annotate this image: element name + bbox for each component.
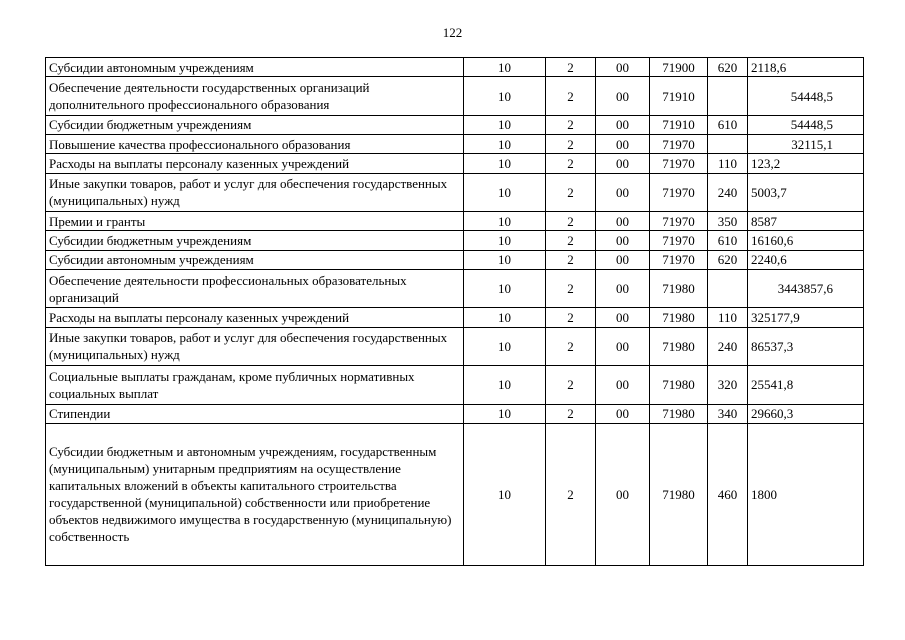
subsection-code-cell: 2: [546, 58, 596, 77]
target-article-cell: 71910: [650, 115, 708, 134]
table-row: [46, 366, 864, 405]
expense-type-cell: 110: [708, 308, 748, 327]
expense-type-cell: 350: [708, 212, 748, 231]
row-name-cell: Расходы на выплаты персоналу казенных учреждений: [46, 308, 464, 327]
section-code-cell: 10: [464, 269, 546, 308]
amount-cell: 86537,3: [748, 327, 864, 366]
amount-cell: 3443857,6: [748, 269, 864, 308]
program-code-cell: 00: [596, 366, 650, 405]
table-row: [46, 173, 864, 212]
section-code-cell: 10: [464, 327, 546, 366]
target-article-cell: 71910: [650, 77, 708, 116]
expense-type-cell: 460: [708, 423, 748, 565]
expense-type-cell: [708, 269, 748, 308]
expense-type-cell: 240: [708, 173, 748, 212]
target-article-cell: 71980: [650, 404, 708, 423]
section-code-cell: 10: [464, 250, 546, 269]
row-name-cell: Субсидии бюджетным учреждениям: [46, 115, 464, 134]
target-article-cell: 71970: [650, 173, 708, 212]
amount-cell: 54448,5: [748, 115, 864, 134]
section-code-cell: 10: [464, 154, 546, 173]
section-code-cell: 10: [464, 115, 546, 134]
program-code-cell: 00: [596, 115, 650, 134]
expense-type-cell: 610: [708, 115, 748, 134]
table-row: [46, 250, 864, 269]
table-row: [46, 77, 864, 116]
expense-type-cell: 620: [708, 250, 748, 269]
expense-type-cell: [708, 77, 748, 116]
row-name-cell: Премии и гранты: [46, 212, 464, 231]
subsection-code-cell: 2: [546, 404, 596, 423]
target-article-cell: 71980: [650, 327, 708, 366]
amount-cell: 25541,8: [748, 366, 864, 405]
amount-cell: 5003,7: [748, 173, 864, 212]
target-article-cell: 71970: [650, 135, 708, 154]
row-name-cell: Повышение качества профессионального образования: [46, 135, 464, 154]
expense-type-cell: 340: [708, 404, 748, 423]
table-row: [46, 58, 864, 77]
target-article-cell: 71970: [650, 154, 708, 173]
table-row: [46, 308, 864, 327]
expense-type-cell: 610: [708, 231, 748, 250]
subsection-code-cell: 2: [546, 366, 596, 405]
amount-cell: 54448,5: [748, 77, 864, 116]
target-article-cell: 71980: [650, 366, 708, 405]
expense-type-cell: 110: [708, 154, 748, 173]
program-code-cell: 00: [596, 308, 650, 327]
row-name-cell: Субсидии бюджетным учреждениям: [46, 231, 464, 250]
subsection-code-cell: 2: [546, 423, 596, 565]
target-article-cell: 71980: [650, 308, 708, 327]
section-code-cell: 10: [464, 423, 546, 565]
subsection-code-cell: 2: [546, 269, 596, 308]
program-code-cell: 00: [596, 327, 650, 366]
section-code-cell: 10: [464, 173, 546, 212]
amount-cell: 2118,6: [748, 58, 864, 77]
row-name-cell: Обеспечение деятельности государственных организаций дополнительного профессионального образования: [46, 77, 464, 116]
subsection-code-cell: 2: [546, 115, 596, 134]
program-code-cell: 00: [596, 423, 650, 565]
row-name-cell: Субсидии бюджетным и автономным учреждениям, государственным (муниципальным) унитарным предприятиям на осуществление капитальных вложений в объекты капитального строительства государственной (муниципальной) собственности или приобретение объектов недвижимого имущества в государственную (муниципальную) собственность: [46, 423, 464, 565]
row-name-cell: Расходы на выплаты персоналу казенных учреждений: [46, 154, 464, 173]
target-article-cell: 71970: [650, 231, 708, 250]
subsection-code-cell: 2: [546, 212, 596, 231]
amount-cell: 123,2: [748, 154, 864, 173]
row-name-cell: Иные закупки товаров, работ и услуг для обеспечения государственных (муниципальных) нужд: [46, 173, 464, 212]
amount-cell: 29660,3: [748, 404, 864, 423]
target-article-cell: 71970: [650, 212, 708, 231]
subsection-code-cell: 2: [546, 327, 596, 366]
budget-table: [45, 57, 864, 566]
table-row: [46, 327, 864, 366]
table-row: [46, 231, 864, 250]
expense-type-cell: 320: [708, 366, 748, 405]
section-code-cell: 10: [464, 231, 546, 250]
section-code-cell: 10: [464, 212, 546, 231]
subsection-code-cell: 2: [546, 173, 596, 212]
row-name-cell: Обеспечение деятельности профессиональных образовательных организаций: [46, 269, 464, 308]
amount-cell: 1800: [748, 423, 864, 565]
section-code-cell: 10: [464, 58, 546, 77]
row-name-cell: Социальные выплаты гражданам, кроме публичных нормативных социальных выплат: [46, 366, 464, 405]
section-code-cell: 10: [464, 308, 546, 327]
expense-type-cell: 620: [708, 58, 748, 77]
target-article-cell: 71980: [650, 423, 708, 565]
table-row: [46, 154, 864, 173]
table-row: [46, 269, 864, 308]
program-code-cell: 00: [596, 58, 650, 77]
amount-cell: 2240,6: [748, 250, 864, 269]
row-name-cell: Иные закупки товаров, работ и услуг для обеспечения государственных (муниципальных) нужд: [46, 327, 464, 366]
amount-cell: 325177,9: [748, 308, 864, 327]
subsection-code-cell: 2: [546, 77, 596, 116]
target-article-cell: 71900: [650, 58, 708, 77]
table-row: [46, 212, 864, 231]
row-name-cell: Субсидии автономным учреждениям: [46, 58, 464, 77]
target-article-cell: 71980: [650, 269, 708, 308]
program-code-cell: 00: [596, 231, 650, 250]
program-code-cell: 00: [596, 77, 650, 116]
table-row: [46, 115, 864, 134]
table-row: [46, 404, 864, 423]
subsection-code-cell: 2: [546, 135, 596, 154]
program-code-cell: 00: [596, 250, 650, 269]
section-code-cell: 10: [464, 404, 546, 423]
subsection-code-cell: 2: [546, 250, 596, 269]
table-row: [46, 423, 864, 565]
target-article-cell: 71970: [650, 250, 708, 269]
table-row: [46, 135, 864, 154]
section-code-cell: 10: [464, 135, 546, 154]
amount-cell: 32115,1: [748, 135, 864, 154]
amount-cell: 8587: [748, 212, 864, 231]
amount-cell: 16160,6: [748, 231, 864, 250]
program-code-cell: 00: [596, 135, 650, 154]
subsection-code-cell: 2: [546, 231, 596, 250]
expense-type-cell: 240: [708, 327, 748, 366]
section-code-cell: 10: [464, 366, 546, 405]
expense-type-cell: [708, 135, 748, 154]
row-name-cell: Стипендии: [46, 404, 464, 423]
row-name-cell: Субсидии автономным учреждениям: [46, 250, 464, 269]
program-code-cell: 00: [596, 269, 650, 308]
program-code-cell: 00: [596, 404, 650, 423]
section-code-cell: 10: [464, 77, 546, 116]
subsection-code-cell: 2: [546, 308, 596, 327]
subsection-code-cell: 2: [546, 154, 596, 173]
program-code-cell: 00: [596, 173, 650, 212]
page-number: 122: [442, 25, 463, 40]
program-code-cell: 00: [596, 212, 650, 231]
program-code-cell: 00: [596, 154, 650, 173]
